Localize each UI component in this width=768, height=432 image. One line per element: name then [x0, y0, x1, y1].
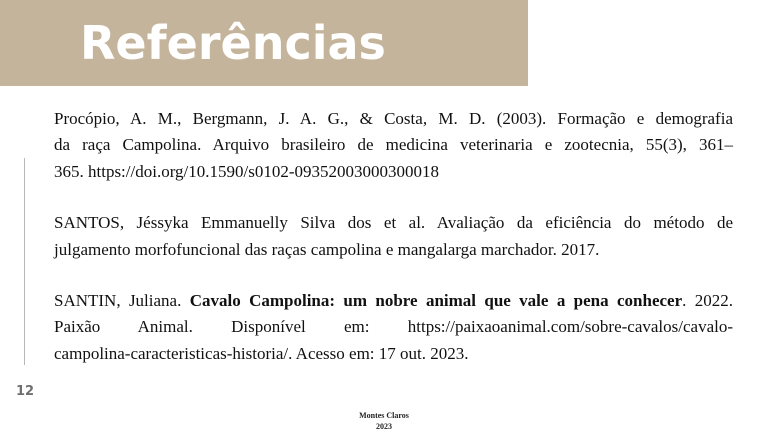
slide-title: Referências	[80, 16, 386, 70]
reference-line: 365. https://doi.org/10.1590/s0102-09352003000300018	[54, 161, 440, 181]
reference-line: Paixão Animal. Disponível em: https://paixaoanimal.com/sobre-cavalos/cavalo-	[54, 317, 733, 337]
reference-line: da raça Campolina. Arquivo brasileiro de medicina veterinaria e zootecnia, 55(3), 361–	[54, 135, 733, 155]
reference-line: campolina-caracteristicas-historia/. Acesso em: 17 out. 2023.	[54, 343, 469, 363]
reference-date-text: . 2022.	[682, 291, 734, 311]
reference-line: SANTOS, Jéssyka Emmanuelly Silva dos et al. Avaliação da eficiência do método de	[54, 213, 733, 233]
reference-item-procopio	[54, 106, 733, 185]
footer-year: 2023	[376, 422, 392, 431]
reference-line: Procópio, A. M., Bergmann, J. A. G., & Costa, M. D. (2003). Formação e demografia	[54, 109, 733, 128]
footer-city: Montes Claros	[359, 411, 409, 420]
left-divider	[24, 158, 25, 365]
reference-author-text: SANTIN, Juliana.	[54, 291, 190, 311]
references-list	[54, 106, 733, 392]
title-band	[0, 0, 528, 86]
reference-line	[54, 288, 733, 314]
footer	[0, 410, 768, 432]
reference-line: julgamento morfofuncional das raças campolina e mangalarga marchador. 2017.	[54, 239, 600, 259]
reference-bold-title: Cavalo Campolina: um nobre animal que vale a pena conhecer	[189, 291, 683, 311]
reference-item-santos	[54, 210, 733, 263]
page-number: 12	[16, 384, 35, 399]
reference-item-santin	[54, 288, 733, 367]
